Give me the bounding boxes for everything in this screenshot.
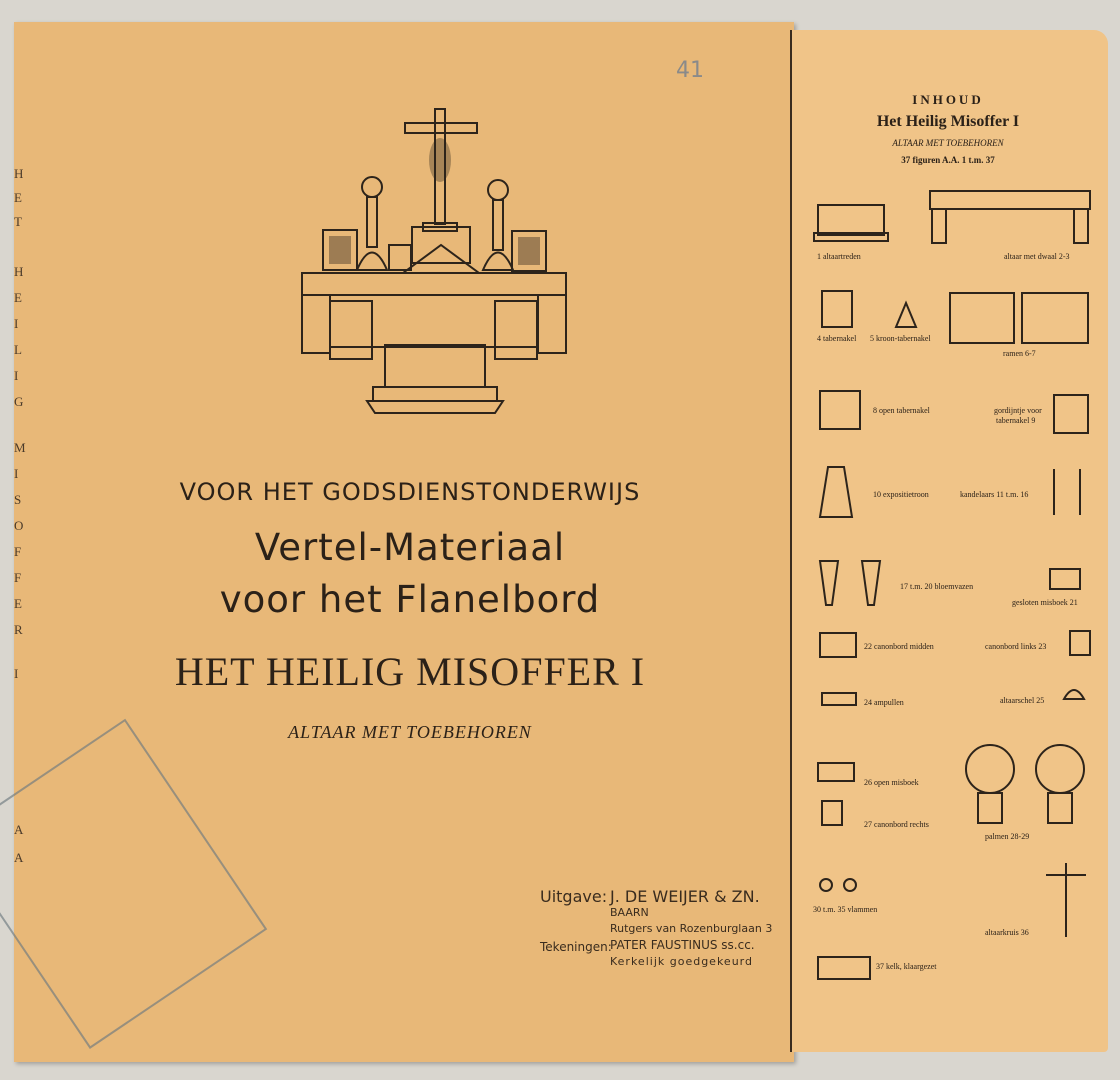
contents-label: gordijntje voor [994, 406, 1042, 415]
contents-title: Het Heilig Misoffer I [876, 113, 1020, 130]
illustrator-name: PATER FAUSTINUS ss.cc. [610, 938, 755, 952]
spine-letter: A [14, 850, 24, 865]
spine-letter: L [14, 342, 22, 357]
contents-label: 10 expositietroon [873, 490, 929, 499]
spine-letter: M [14, 440, 26, 455]
approval-text: Kerkelijk goedgekeurd [610, 955, 753, 968]
contents-label: 5 kroon-tabernakel [870, 334, 931, 343]
illustrator-label: Tekeningen: [540, 940, 612, 954]
contents-label: 22 canonbord midden [864, 642, 934, 651]
contents-label: 17 t.m. 20 bloemvazen [900, 582, 974, 591]
contents-label: 4 tabernakel [817, 334, 857, 343]
spine-letter: E [14, 596, 22, 611]
spine-letter: S [14, 492, 22, 507]
spine-letter: E [14, 190, 22, 205]
contents-heading: INHOUD [912, 92, 984, 107]
publisher-address: Rutgers van Rozenburglaan 3 [610, 922, 773, 935]
publisher-city: BAARN [610, 906, 649, 919]
contents-label: altaarkruis 36 [985, 928, 1029, 937]
contents-label: ramen 6-7 [1003, 349, 1036, 358]
spine-letter: H [14, 166, 24, 181]
spine-letter: I [14, 666, 19, 681]
contents-label: canonbord links 23 [985, 642, 1047, 651]
cover-title-line3: voor het Flanelbord [219, 578, 601, 621]
contents-label: 37 kelk, klaargezet [876, 962, 937, 971]
cover-subtitle: ALTAAR MET TOEBEHOREN [288, 722, 532, 742]
contents-label: 1 altaartreden [817, 252, 861, 261]
contents-label: 27 canonbord rechts [864, 820, 929, 829]
spine-letter: G [14, 394, 24, 409]
spine-letter: F [14, 544, 22, 559]
cover-main-title: HET HEILIG MISOFFER I [174, 649, 646, 694]
cover-title-line2: Vertel-Materiaal [254, 526, 566, 569]
spine-letter: I [14, 316, 19, 331]
contents-label: gesloten misboek 21 [1012, 598, 1078, 607]
contents-label: 8 open tabernakel [873, 406, 930, 415]
contents-label: 26 open misboek [864, 778, 919, 787]
publisher-name: J. DE WEIJER & ZN. [610, 887, 760, 906]
spine-letter: F [14, 570, 22, 585]
spine-letter: E [14, 290, 22, 305]
contents-label: 30 t.m. 35 vlammen [813, 905, 878, 914]
contents-label: 24 ampullen [864, 698, 904, 707]
contents-subtitle: ALTAAR MET TOEBEHOREN [892, 138, 1004, 148]
spine-letter: O [14, 518, 24, 533]
contents-count: 37 figuren A.A. 1 t.m. 37 [901, 155, 995, 165]
contents-label: kandelaars 11 t.m. 16 [960, 490, 1029, 499]
spine-letter: T [14, 214, 22, 229]
contents-label: palmen 28-29 [985, 832, 1030, 841]
publisher-label: Uitgave: [540, 887, 608, 906]
altar-illustration-icon [295, 105, 575, 420]
contents-label: tabernakel 9 [996, 416, 1036, 425]
contents-label: altaarschel 25 [1000, 696, 1045, 705]
spine-letter: R [14, 622, 23, 637]
cover-title-line1: VOOR HET GODSDIENSTONDERWIJS [179, 478, 641, 506]
spine-letter: A [14, 822, 24, 837]
page-number: 41 [676, 58, 704, 83]
contents-label: altaar met dwaal 2-3 [1004, 252, 1070, 261]
spine-letter: I [14, 466, 19, 481]
spine-letter: H [14, 264, 24, 279]
spine-letter: I [14, 368, 19, 383]
